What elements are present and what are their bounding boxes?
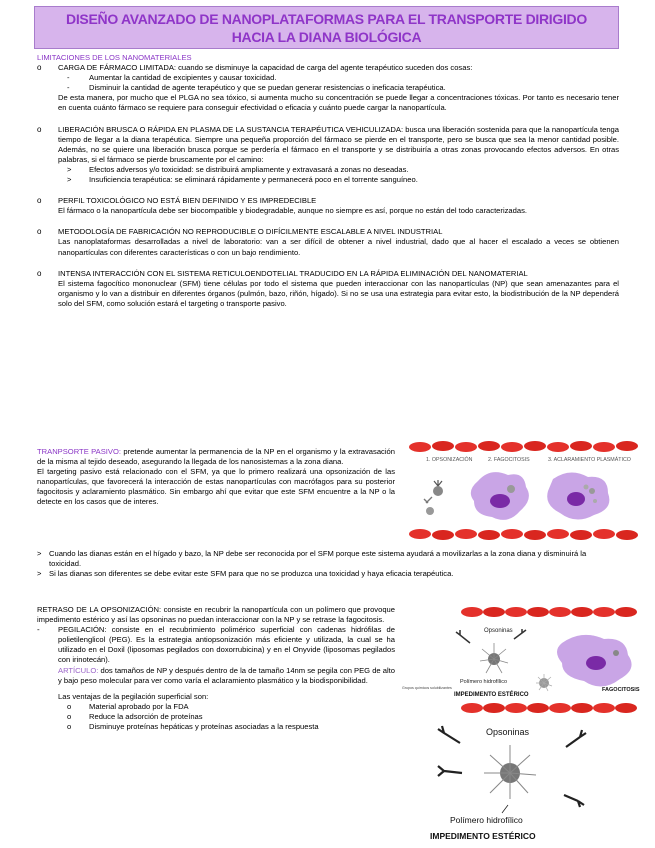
bullet-icon: o (37, 268, 42, 278)
arrow-icon: > (37, 569, 42, 579)
title-banner (34, 6, 619, 49)
bullet-icon: o (37, 63, 42, 73)
opsonization-figure (408, 441, 640, 541)
steric-hindrance-figure (402, 607, 642, 713)
pasivo-para-1 (37, 447, 395, 467)
fig1-label-2: 2. FAGOCITOSIS (488, 457, 530, 463)
macrophage-icon (471, 472, 529, 520)
retraso-head: RETRASO DE LA OPSONIZACIÓN: (37, 605, 162, 614)
carga-paragraph: De esta manera, por mucho que el PLGA no sea tóxico, si aumenta mucho su concentración se puede llegar a concentraciones tóxicas. Por tanto es necesario tener en cuenta cuánto fármaco se requiere para conseguir efectividad o eficacia y cuánto puede cargar la nanopartícula. (58, 93, 619, 113)
pasivo-section (37, 447, 395, 508)
bullet-perfil (37, 196, 619, 206)
bullet-icon: o (37, 196, 42, 206)
pegilacion-text: consiste en el recubrimiento polimérico superficial con cadenas hidrófilas de polietilenglicol (PEG). Es la estrategia antiopsonización más eficiente y utilizada, la cual se ha utilizado en el Doxil (liposomas pegilados con doxorrubicina) y en el Onyvide (liposomas pegilados con irinotecán). (58, 625, 395, 665)
spacer (37, 258, 619, 269)
metodologia-text: Las nanoplataformas desarrolladas a nivel de laboratorio: van a ser difícil de obtener a nivel industrial, dado que al hacer el escalado a veces se obtienen nanopartículas con diferentes características o con un bajo rendimiento. (58, 237, 619, 257)
ventaja-text: Reduce la adsorción de proteínas (89, 711, 203, 721)
sub-item (37, 83, 619, 93)
ventaja-text: Material aprobado por la FDA (89, 701, 189, 711)
blood-cells-top (409, 441, 638, 452)
section-heading: LIMITACIONES DE LOS NANOMATERIALES (37, 53, 192, 62)
blood-cells-bottom (461, 703, 637, 713)
arrow-icon: > (37, 549, 42, 558)
dash-icon: - (67, 73, 70, 83)
pasivo-label: TRANPSORTE PASIVO: (37, 447, 121, 456)
pasivo-para-2: El targeting pasivo está relacionado con el SFM, ya que lo primero realizará una opsonización de las nanopartículas, que favorecerá la interacción de estas nanopartículas con macrófagos para su posterior fagocitosis y aclaramiento plasmático. Sin embargo ahí que evitar que este SFM encuentre a la NP o la detecte en los casos que de interes. (37, 467, 395, 507)
clearance-icon (547, 472, 609, 519)
arrow-icon: > (67, 175, 72, 185)
sub-text: Aumentar la cantidad de excipientes y causar toxicidad. (89, 73, 277, 83)
steric-hindrance-zoom-figure (430, 723, 630, 843)
title-line-2: HACIA LA DIANA BIOLÓGICA (231, 28, 422, 45)
articulo-text: dos tamaños de NP y después dentro de la de tamaño 14nm se pegila con PEG de alto y bajo peso molecular para ver como varía el aclaramiento plasmático y la biodisponibilidad. (58, 665, 396, 685)
blood-cells-bottom (409, 529, 638, 540)
pointer-line (502, 805, 508, 813)
pasivo-list (37, 549, 619, 579)
fig1-label-1: 1. OPSONIZACIÓN (426, 457, 473, 463)
dash-icon: - (37, 625, 40, 635)
sub-text: Efectos adversos y/o toxicidad: se distribuirá ampliamente y extravasará a zonas no deseadas. (89, 164, 409, 174)
metodologia-head: METODOLOGÍA DE FABRICACIÓN NO REPRODUCIBLE O DIFÍCILMENTE ESCALABLE A NIVEL INDUSTRIAL (58, 227, 443, 237)
bullet-icon: o (37, 124, 42, 134)
pasivo-item-text: Si las dianas son diferentes se debe evitar este SFM para que no se produzca una toxicidad y haya eficacia terapéutica. (49, 569, 454, 579)
limitaciones-section (37, 53, 619, 309)
ventaja-item (37, 702, 395, 712)
fig2-fagocitosis: FAGOCITOSIS (602, 687, 640, 693)
ventaja-item (37, 722, 395, 732)
fig2-polimero: Polímero hidrofílico (460, 679, 508, 685)
perfil-text: El fármaco o la nanopartícula debe ser biocompatible y biodegradable, aunque no siempre es así, porque no están del todo caracterizadas. (58, 206, 527, 216)
retraso-section (37, 605, 395, 732)
fig3-opsoninas: Opsoninas (486, 727, 530, 737)
blood-cells-top (461, 607, 637, 617)
dash-icon: - (67, 83, 70, 93)
fig2-impedimento: IMPEDIMENTO ESTÉRICO (454, 692, 529, 698)
sub-item (37, 165, 619, 175)
sub-item (37, 73, 619, 83)
articulo-para (37, 666, 395, 686)
np-cluster-icon (536, 674, 552, 691)
fig1-label-3: 3. ACLARAMIENTO PLASMÁTICO (548, 457, 631, 463)
interaccion-text: El sistema fagocítico mononuclear (SFM) tiene células por todo el sistema que pueden interaccionar con las nanopartículas (NP) que sean amenazantes para el organismo y lo van a distribuir en diferentes órganos (pulmón, bazo, riñón, hígado). Si no se usa una estrategia para evitar esto, la biodistribución de la NP dependerá solo del SFM, como solución estará el targeting o transporte pasivo. (58, 278, 619, 308)
pasivo-item-1 (37, 549, 619, 569)
liberacion-text: busca una liberación sostenida para que la nanopartícula tenga tiempo de llegar a la diana terapéutica. Siempre una pequeña proporción del fármaco se pierde en el transporte, pero se busca que sea la menor cantidad posible. Además, no se quiere una liberación brusca porque se perdería el fármaco en el transporte y se distribuiría a otras zonas provocando efectos adversos. En otras palabras, si el fármaco se pierde bruscamente por el camino: (58, 124, 619, 164)
pegylated-np-icon (480, 643, 508, 673)
bullet-icon: o (67, 701, 72, 711)
bullet-liberacion (37, 125, 619, 165)
liberacion-head: LIBERACIÓN BRUSCA O RÁPIDA EN PLASMA DE LA SUSTANCIA TERAPÉUTICA VEHICULIZADA: (58, 124, 404, 134)
bullet-carga (37, 63, 619, 73)
bullet-icon: o (67, 722, 72, 732)
fig2-grupos: Grupos químicos solubilizantes (402, 686, 452, 690)
retraso-para (37, 605, 395, 625)
ventaja-text: Disminuye proteínas hepáticas y proteínas asociadas a la respuesta (89, 722, 319, 732)
carga-head: CARGA DE FÁRMACO LIMITADA: cuando se disminuye la capacidad de carga del agente terapéutico suceden dos cosas: (58, 63, 473, 73)
sub-text: Insuficiencia terapéutica: se eliminará rápidamente y permanecerá poco en el torrente sanguíneo. (89, 175, 418, 185)
nanoparticle-icon (424, 480, 443, 515)
interaccion-head: INTENSA INTERACCIÓN CON EL SISTEMA RETICULOENDOTELIAL TRADUCIDO EN LA RÁPIDA ELIMINACIÓN DEL NANOMATERIAL (58, 268, 528, 278)
bullet-icon: o (67, 711, 72, 721)
pasivo-item-2 (37, 569, 619, 579)
fig2-opsoninas: Opsoninas (484, 628, 513, 634)
pasivo-item-text: Cuando las dianas están en el hígado y bazo, la NP debe ser reconocida por el SFM porque este sistema ayudará a movilizarlas a la zona diana y disminuirá la toxicidad. (49, 549, 587, 569)
fig3-impedimento: IMPEDIMENTO ESTÉRICO (430, 831, 536, 841)
bullet-metodologia (37, 227, 619, 237)
title-line-1: DISEÑO AVANZADO DE NANOPLATAFORMAS PARA EL TRANSPORTE DIRIGIDO (66, 10, 587, 27)
fig3-polimero: Polímero hidrofílico (450, 815, 523, 825)
pegilacion-head: PEGILACIÓN: (58, 625, 107, 635)
articulo-label: ARTÍCULO: (58, 665, 99, 675)
sub-text: Disminuir la cantidad de agente terapéutico y que se puedan generar resistencias o ineficacia terapéutica. (89, 83, 446, 93)
perfil-head: PERFIL TOXICOLÓGICO NO ESTÁ BIEN DEFINIDO Y ES IMPREDECIBLE (58, 196, 317, 206)
ventaja-item (37, 712, 395, 722)
spacer (37, 216, 619, 227)
retraso-body: consiste en recubrir la nanopartícula con un polímero que provoque impedimento estérico y así las opsoninas no puedan interaccionar con la NP y se retrase la fagocitosis. (37, 605, 395, 625)
spacer (37, 185, 619, 196)
ventajas-heading: Las ventajas de la pegilación superficial son: (58, 691, 209, 701)
pegilacion-item (37, 625, 395, 665)
macrophage-icon (557, 635, 632, 687)
sub-item (37, 175, 619, 185)
bullet-icon: o (37, 227, 42, 237)
bullet-interaccion (37, 269, 619, 279)
pegylated-np-icon (484, 745, 536, 799)
pasivo-text-1: pretende aumentar la permanencia de la NP en el organismo y la extravasación de la misma al tejido deseado, asegurando la llegada de los nanosistemas a la zona diana. (37, 447, 395, 467)
spacer (37, 114, 619, 125)
arrow-icon: > (67, 164, 72, 174)
